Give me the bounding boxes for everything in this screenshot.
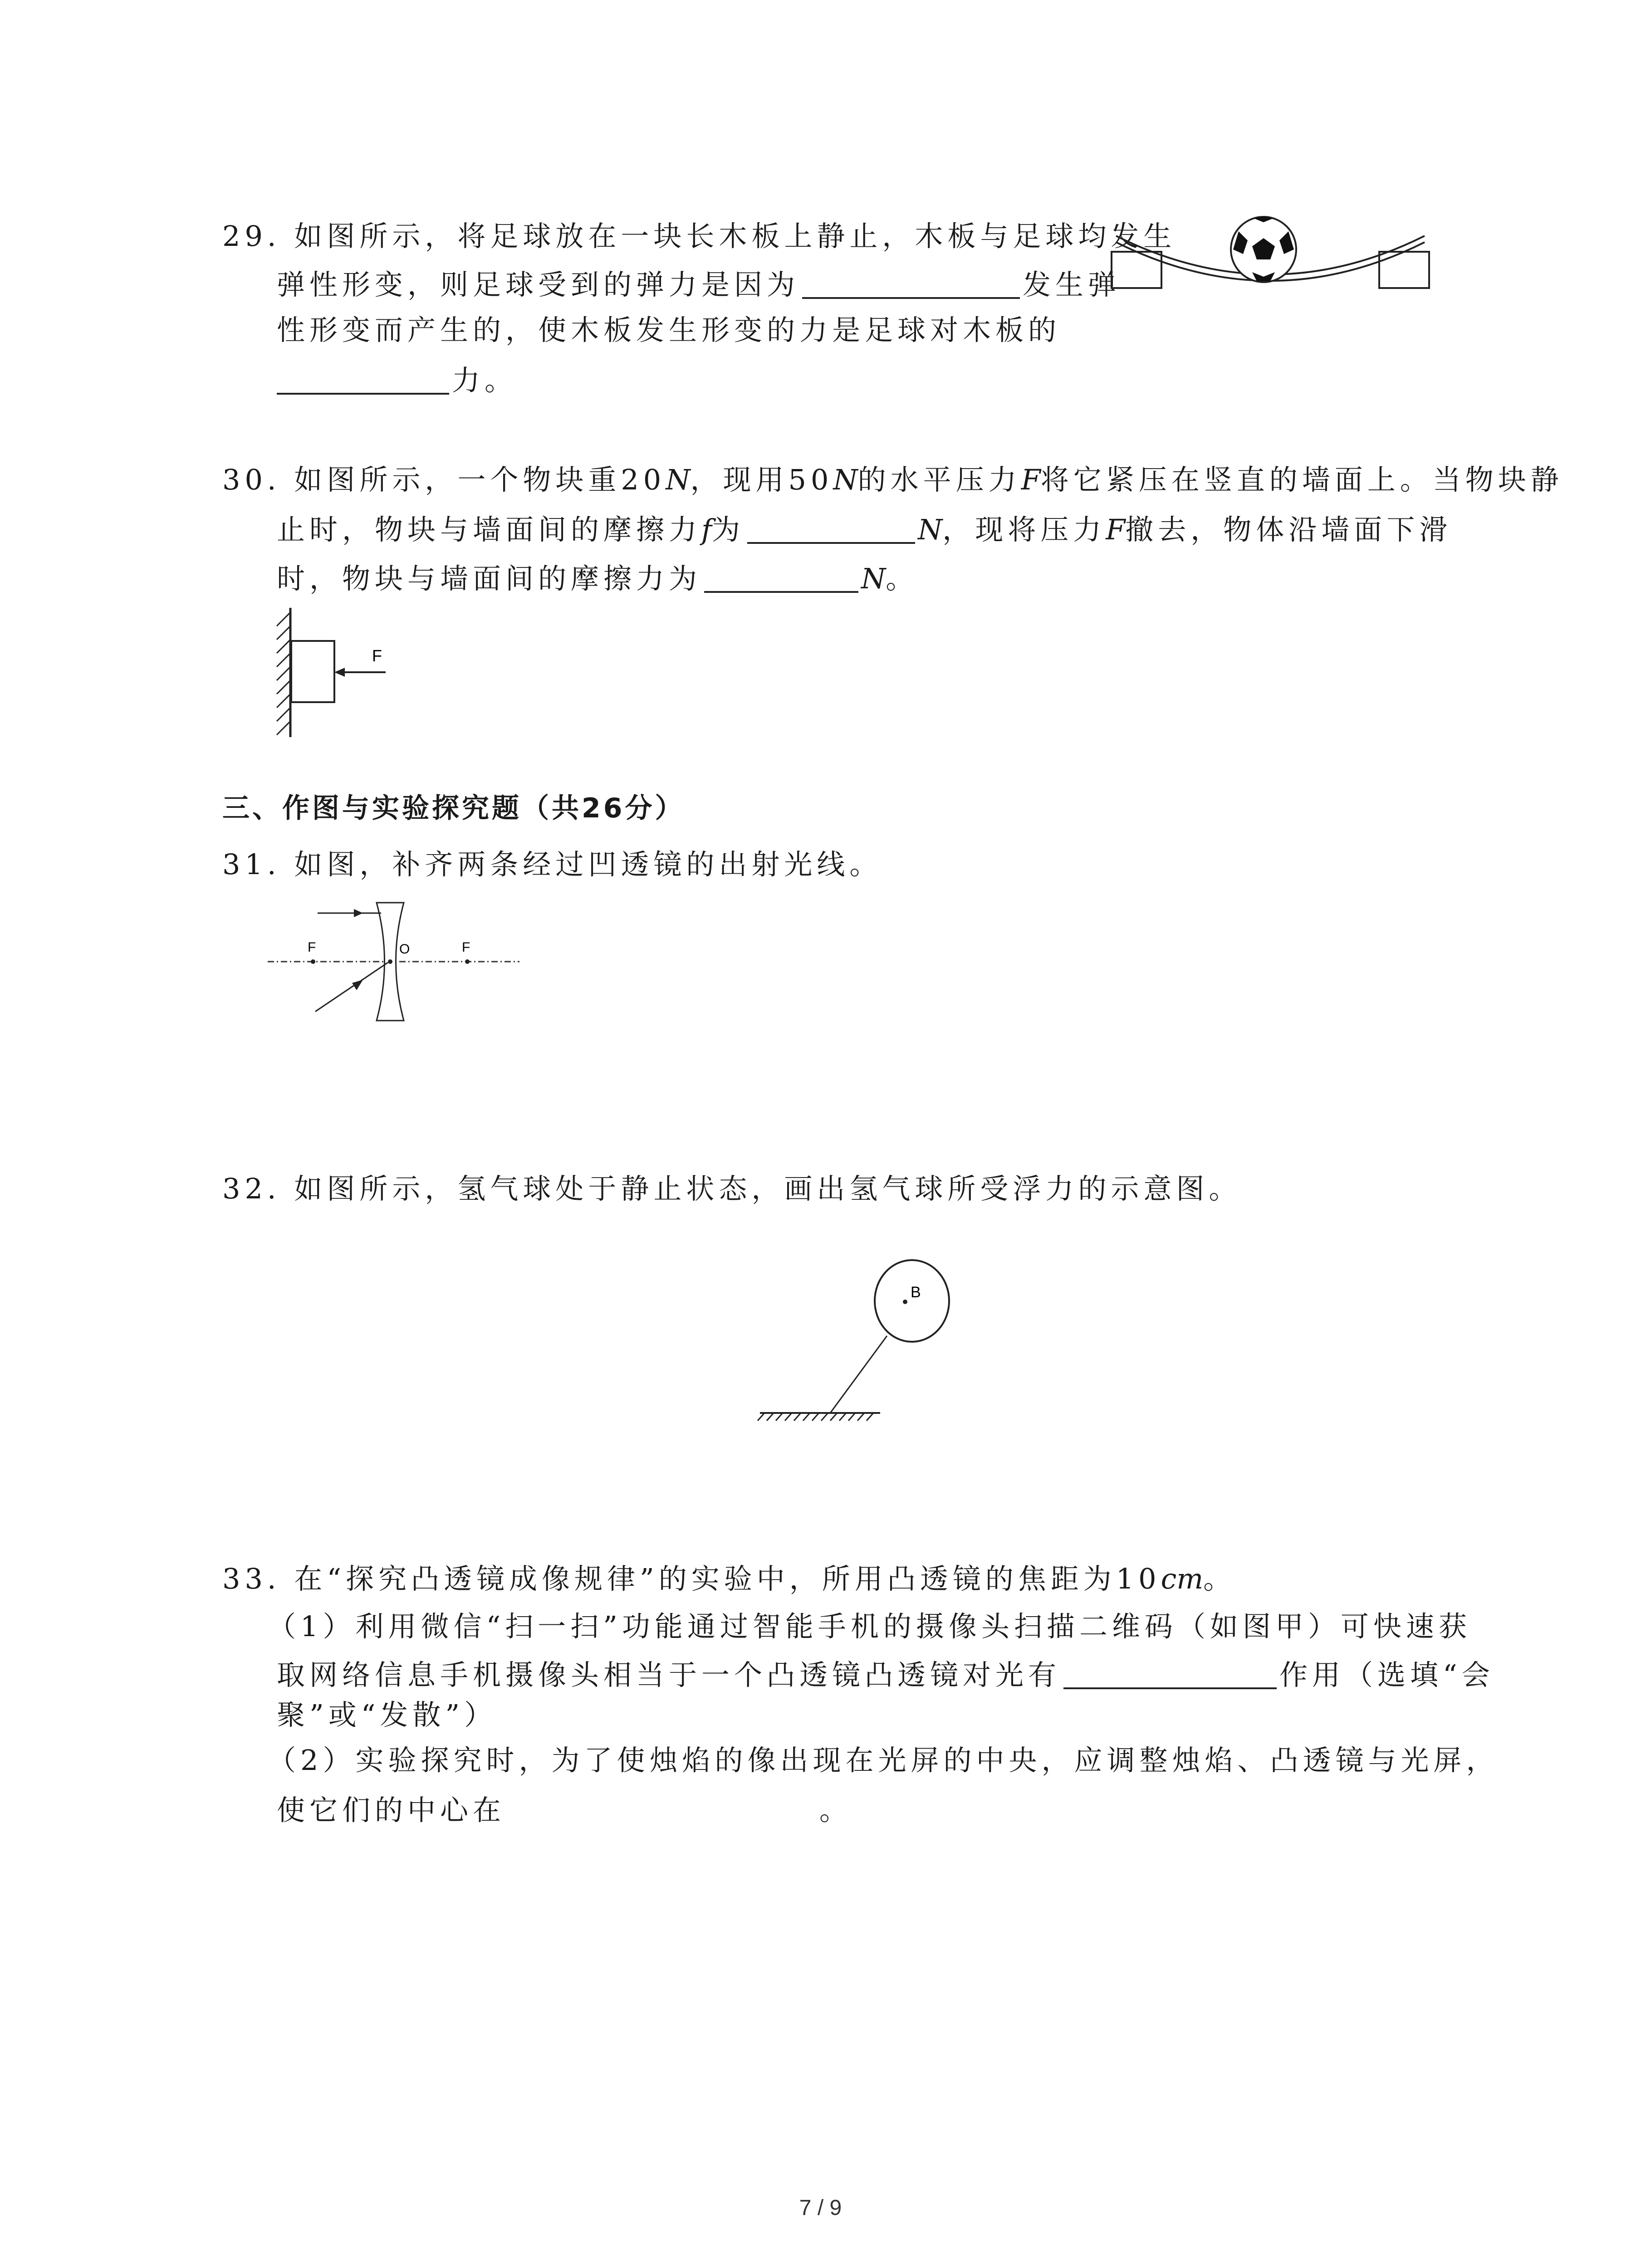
q33-text1a: 在“探究凸透镜成像规律”的实验中，所用凸透镜的焦距为 xyxy=(294,1562,1116,1595)
lens-label-f2: F xyxy=(462,940,470,955)
q33-p1-text2: 取网络信息手机摄像头相当于一个凸透镜凸透镜对光有 xyxy=(277,1658,1061,1691)
q29-number: 29. xyxy=(222,220,281,253)
q30-line1 xyxy=(222,463,1563,496)
page-number: 7 / 9 xyxy=(799,2196,842,2220)
q29-line3 xyxy=(277,313,1061,347)
q33-p1-text3: 作用（选填“会 xyxy=(1279,1658,1494,1691)
block-wall-figure xyxy=(263,603,408,739)
q33-p2-line1 xyxy=(268,1744,1499,1777)
football-board-figure xyxy=(1107,209,1434,304)
q33-p1-line3 xyxy=(277,1698,497,1731)
q33-p1-line2 xyxy=(277,1658,1494,1691)
q30-unit2: N xyxy=(833,463,858,496)
q30-unit3: N xyxy=(917,513,943,546)
q33-blank2[interactable] xyxy=(508,1798,817,1824)
q33-line1 xyxy=(222,1562,1236,1595)
q30-unit4: N xyxy=(861,562,886,595)
q29-text3: 性形变而产生的，使木板发生形变的力是足球对木板的 xyxy=(277,313,1061,347)
q32-line xyxy=(222,1172,1242,1205)
q33-p1-line1 xyxy=(268,1610,1471,1643)
q33-p2-text1: （2）实验探究时，为了使烛焰的像出现在光屏的中央，应调整烛焰、凸透镜与光屏， xyxy=(268,1744,1499,1777)
balloon-label-b: B xyxy=(911,1284,921,1301)
q31-line xyxy=(222,850,882,879)
q33-p1-text4: 聚”或“发散”） xyxy=(277,1698,497,1731)
q31-number: 31. xyxy=(222,848,281,881)
q30-text1b: ，现用 xyxy=(690,463,789,496)
q33-p2-line2 xyxy=(277,1794,852,1827)
q29-blank1[interactable] xyxy=(802,271,1020,299)
q30-F2: F xyxy=(1106,513,1126,546)
q29-text1: 如图所示，将足球放在一块长木板上静止，木板与足球均发生 xyxy=(294,220,1176,253)
q29-line2 xyxy=(277,268,1121,301)
lens-label-f1: F xyxy=(308,940,316,955)
q30-number: 30. xyxy=(222,463,281,496)
q32-text: 如图所示，氢气球处于静止状态，画出氢气球所受浮力的示意图。 xyxy=(294,1172,1242,1205)
q30-blank1[interactable] xyxy=(747,516,915,544)
q30-text3a: 时，物块与墙面间的摩擦力为 xyxy=(277,562,702,595)
q30-line2 xyxy=(277,513,1452,546)
lens-label-o: O xyxy=(399,942,410,957)
q30-unit1: N xyxy=(666,463,691,496)
q30-weight: 20 xyxy=(621,463,666,496)
q30-text1d: 将它紧压在竖直的墙面上。当物块静 xyxy=(1040,463,1563,496)
q33-blank1[interactable] xyxy=(1063,1661,1277,1689)
q29-line4 xyxy=(277,364,518,397)
q30-text2d: 撤去，物体沿墙面下滑 xyxy=(1125,513,1452,546)
q29-text2a: 弹性形变，则足球受到的弹力是因为 xyxy=(277,268,800,301)
football-icon xyxy=(1231,217,1296,282)
q30-text2b: 为 xyxy=(711,513,745,546)
force-F-label: F xyxy=(372,646,382,665)
q29-text4: 力。 xyxy=(452,364,518,397)
q33-p2-text3: 。 xyxy=(819,1794,852,1827)
q31-text: 如图，补齐两条经过凹透镜的出射光线。 xyxy=(294,848,882,881)
q30-blank2[interactable] xyxy=(704,565,858,593)
q30-f: f xyxy=(701,513,712,546)
q30-text2c: ，现将压力 xyxy=(942,513,1106,546)
q29-text2b: 发生弹 xyxy=(1023,268,1121,301)
q30-F1: F xyxy=(1021,463,1041,496)
q30-text1c: 的水平压力 xyxy=(857,463,1021,496)
q29-line1 xyxy=(222,220,1176,253)
q29-blank2[interactable] xyxy=(277,367,449,395)
q32-number: 32. xyxy=(222,1172,281,1205)
q30-text1a: 如图所示，一个物块重 xyxy=(294,463,621,496)
q30-text2a: 止时，物块与墙面间的摩擦力 xyxy=(277,513,702,546)
q30-force: 50 xyxy=(788,463,833,496)
q33-focal-unit: cm xyxy=(1161,1562,1204,1595)
q30-text3b: 。 xyxy=(886,562,919,595)
q33-p1-text1: （1）利用微信“扫一扫”功能通过智能手机的摄像头扫描二维码（如图甲）可快速获 xyxy=(268,1610,1471,1643)
section3-title: 三、作图与实验探究题（共26分） xyxy=(222,792,685,824)
q30-line3 xyxy=(277,562,919,595)
q33-p2-text2: 使它们的中心在 xyxy=(277,1794,506,1827)
q33-text1b: 。 xyxy=(1203,1562,1236,1595)
q33-focal: 10 xyxy=(1116,1562,1161,1595)
concave-lens-figure xyxy=(268,898,522,1034)
q33-number: 33. xyxy=(222,1562,281,1595)
balloon-figure xyxy=(753,1256,989,1433)
